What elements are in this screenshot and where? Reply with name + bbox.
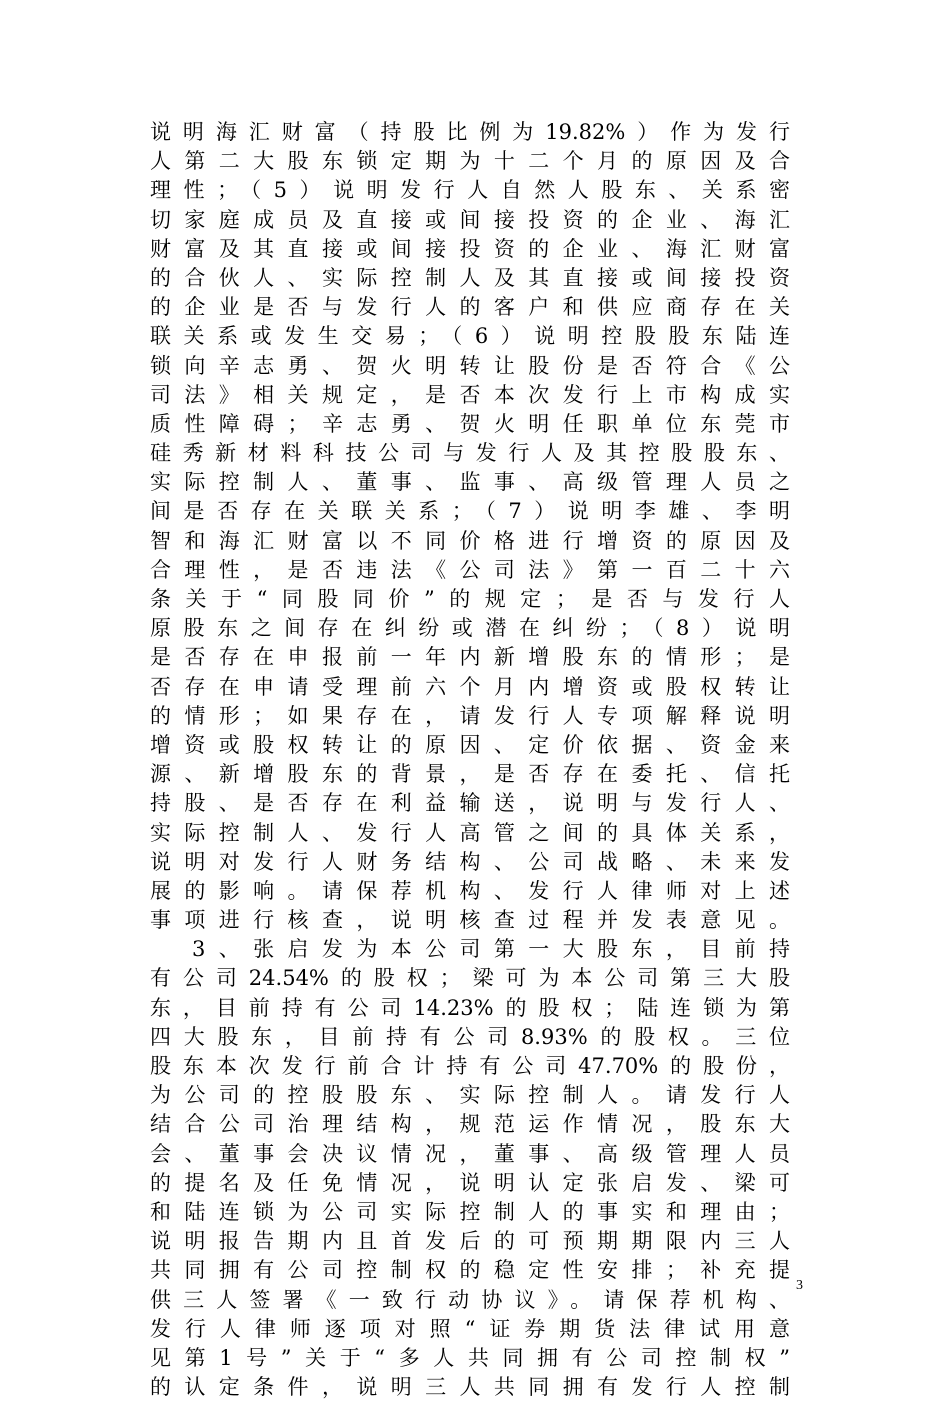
text-line: 会、董事会决议情况，董事、高级管理人员 [150, 1141, 790, 1166]
text-line: 的合伙人、实际控制人及其直接或间接投资 [150, 265, 790, 290]
text-line: 供三人签署《一致行动协议》。请保荐机构、 [150, 1287, 790, 1312]
text-line: 实际控制人、发行人高管之间的具体关系， [150, 820, 790, 845]
text-line: 司法》相关规定，是否本次发行上市构成实 [150, 382, 790, 407]
text-line: 智和海汇财富以不同价格进行增资的原因及 [150, 528, 790, 553]
text-line: 实际控制人、董事、监事、高级管理人员之 [150, 470, 790, 495]
body-text [150, 118, 790, 1402]
text-line: 原股东之间存在纠纷或潜在纠纷；（8）说明 [150, 616, 790, 641]
text-line: 的情形；如果存在，请发行人专项解释说明 [150, 703, 790, 728]
text-line: 事项进行核查，说明核查过程并发表意见。 [150, 908, 790, 933]
text-line: 质性障碍；辛志勇、贺火明任职单位东莞市 [150, 411, 790, 436]
text-line: 股东本次发行前合计持有公司47.70%的股份， [150, 1054, 790, 1078]
text-line: 锁向辛志勇、贺火明转让股份是否符合《公 [150, 353, 790, 378]
text-line: 条关于“同股同价”的规定；是否与发行人 [150, 587, 790, 611]
text-line: 结合公司治理结构，规范运作情况，股东大 [150, 1112, 790, 1137]
text-line: 为公司的控股股东、实际控制人。请发行人 [150, 1083, 790, 1108]
text-line: 3、张启发为本公司第一大股东，目前持 [192, 937, 790, 962]
text-line: 说明对发行人财务结构、公司战略、未来发 [150, 849, 790, 874]
text-line: 展的影响。请保荐机构、发行人律师对上述 [150, 878, 790, 903]
text-line: 间是否存在关联关系；（7）说明李雄、李明 [150, 499, 790, 524]
text-line: 见第1号”关于“多人共同拥有公司控制权” [150, 1345, 790, 1370]
text-line: 的企业是否与发行人的客户和供应商存在关 [150, 295, 790, 320]
text-line: 合理性，是否违法《公司法》第一百二十六 [150, 557, 790, 582]
text-line: 说明海汇财富（持股比例为19.82%）作为发行 [150, 120, 790, 144]
text-line: 说明报告期内且首发后的可预期期限内三人 [150, 1229, 790, 1254]
text-line: 联关系或发生交易；（6）说明控股股东陆连 [150, 324, 790, 349]
paragraph-1 [150, 118, 790, 935]
text-line: 有公司24.54%的股权；梁可为本公司第三大股 [150, 966, 790, 991]
text-line: 是否存在申报前一年内新增股东的情形；是 [150, 645, 790, 670]
text-line: 切家庭成员及直接或间接投资的企业、海汇 [150, 207, 790, 232]
text-line: 硅秀新材料科技公司与发行人及其控股股东、 [150, 441, 790, 466]
text-line: 的提名及任免情况，说明认定张启发、梁可 [150, 1170, 790, 1195]
text-line: 人第二大股东锁定期为十二个月的原因及合 [150, 149, 790, 174]
text-line: 理性；（5）说明发行人自然人股东、关系密 [150, 178, 790, 203]
page-number: 3 [796, 1278, 803, 1293]
text-line: 否存在申请受理前六个月内增资或股权转让 [150, 674, 790, 699]
paragraph-2 [150, 935, 790, 1402]
text-line: 持股、是否存在利益输送，说明与发行人、 [150, 791, 790, 816]
text-line: 财富及其直接或间接投资的企业、海汇财富 [150, 236, 790, 261]
text-line: 源、新增股东的背景，是否存在委托、信托 [150, 762, 790, 787]
text-line: 东，目前持有公司14.23%的股权；陆连锁为第 [150, 995, 790, 1020]
text-line: 四大股东，目前持有公司8.93%的股权。三位 [150, 1024, 790, 1049]
text-line: 发行人律师逐项对照“证券期货法律试用意 [150, 1316, 790, 1341]
text-line: 共同拥有公司控制权的稳定性安排；补充提 [150, 1258, 790, 1283]
text-line: 增资或股权转让的原因、定价依据、资金来 [150, 732, 790, 757]
text-line: 的认定条件，说明三人共同拥有发行人控制 [150, 1375, 790, 1400]
text-line: 和陆连锁为公司实际控制人的事实和理由； [150, 1199, 790, 1224]
